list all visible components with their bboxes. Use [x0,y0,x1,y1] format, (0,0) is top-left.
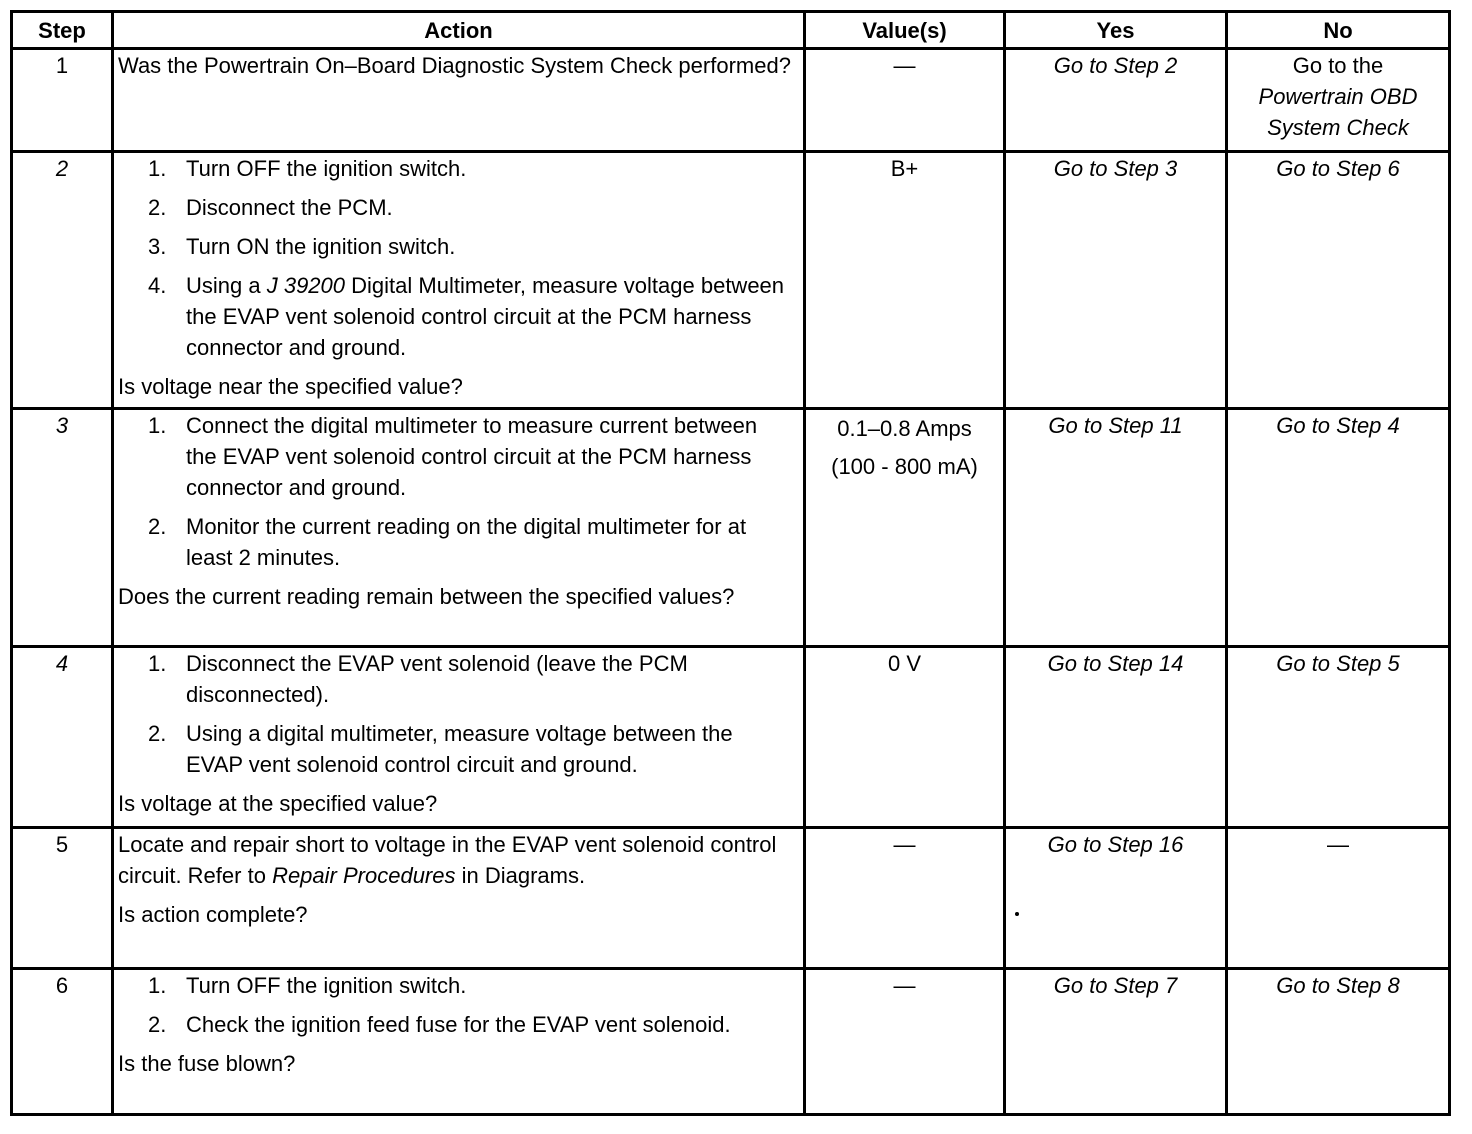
table-row-step-5 [12,828,1450,969]
action-step: 3. Turn ON the ignition switch. [148,234,456,259]
yes-cell: Go to Step 7 [1005,969,1227,1115]
step-number: 4 [12,647,113,828]
yes-cell: Go to Step 3 [1005,152,1227,409]
no-prefix: Go to the [1292,53,1384,78]
value-cell: — [805,969,1005,1115]
step-number: 2 [12,152,113,409]
step-number: 6 [12,969,113,1115]
action-step: 1. Disconnect the EVAP vent solenoid (leave the PCM disconnected). [148,651,688,707]
action-question: Is voltage near the specified value? [118,374,463,399]
scan-artifact-dot [1015,912,1019,916]
action-steps [118,970,799,1040]
header-values: Value(s) [805,12,1005,49]
action-step: 1. Connect the digital multimeter to measure current between the EVAP vent solenoid control circuit at the PCM harness connector and ground. [148,413,758,500]
action-text: Locate and repair short to voltage in the EVAP vent solenoid control circuit. Refer to Repair Procedures in Diagrams. [118,832,777,888]
no-reference: Powertrain OBD System Check [1258,84,1418,140]
action-step: 1. Turn OFF the ignition switch. [148,156,467,181]
table-row-step-4 [12,647,1450,828]
value-cell: 0 V [805,647,1005,828]
no-cell: Go to Step 4 [1227,409,1450,647]
yes-cell: Go to Step 14 [1005,647,1227,828]
repair-procedures-reference: Repair Procedures [272,863,456,888]
action-step: 2. Monitor the current reading on the digital multimeter for at least 2 minutes. [148,514,747,570]
header-step: Step [12,12,113,49]
table-row-step-1 [12,49,1450,152]
action-steps [118,648,799,780]
action-step: 2. Disconnect the PCM. [148,195,393,220]
action-cell [113,49,805,152]
action-cell [113,969,805,1115]
action-question: Is voltage at the specified value? [118,791,438,816]
action-steps [118,410,799,573]
header-no: No [1227,12,1450,49]
table-row-step-3 [12,409,1450,647]
action-question: Does the current reading remain between the specified values? [118,584,735,609]
diagnostic-table [10,10,1451,1116]
action-step: 2. Using a digital multimeter, measure voltage between the EVAP vent solenoid control circuit and ground. [148,721,733,777]
table-row-step-6 [12,969,1450,1115]
value-cell [805,409,1005,647]
value-line-milliamps: (100 - 800 mA) [831,454,978,479]
header-yes: Yes [1005,12,1227,49]
tool-reference: J 39200 [266,273,346,298]
action-step: 4. Using a J 39200 Digital Multimeter, measure voltage between the EVAP vent solenoid control circuit at the PCM harness connector and ground. [148,273,785,360]
action-cell [113,647,805,828]
action-cell [113,828,805,969]
action-step: 2. Check the ignition feed fuse for the EVAP vent solenoid. [148,1012,731,1037]
action-step: 1. Turn OFF the ignition switch. [148,973,467,998]
no-cell [1227,49,1450,152]
value-line-amps: 0.1–0.8 Amps [837,416,972,441]
yes-cell: Go to Step 11 [1005,409,1227,647]
action-cell [113,409,805,647]
no-cell: Go to Step 6 [1227,152,1450,409]
table-row-step-2 [12,152,1450,409]
step-number: 3 [12,409,113,647]
yes-cell: Go to Step 16 [1005,828,1227,969]
action-question: Is action complete? [118,902,308,927]
no-cell: — [1227,828,1450,969]
value-cell: — [805,49,1005,152]
header-row [12,12,1450,49]
yes-cell: Go to Step 2 [1005,49,1227,152]
action-question: Is the fuse blown? [118,1051,296,1076]
step-number: 1 [12,49,113,152]
header-action: Action [113,12,805,49]
action-steps [118,153,799,363]
no-cell: Go to Step 5 [1227,647,1450,828]
no-cell: Go to Step 8 [1227,969,1450,1115]
action-cell [113,152,805,409]
value-cell: B+ [805,152,1005,409]
step-number: 5 [12,828,113,969]
action-text: Was the Powertrain On–Board Diagnostic System Check performed? [118,53,791,78]
value-cell: — [805,828,1005,969]
